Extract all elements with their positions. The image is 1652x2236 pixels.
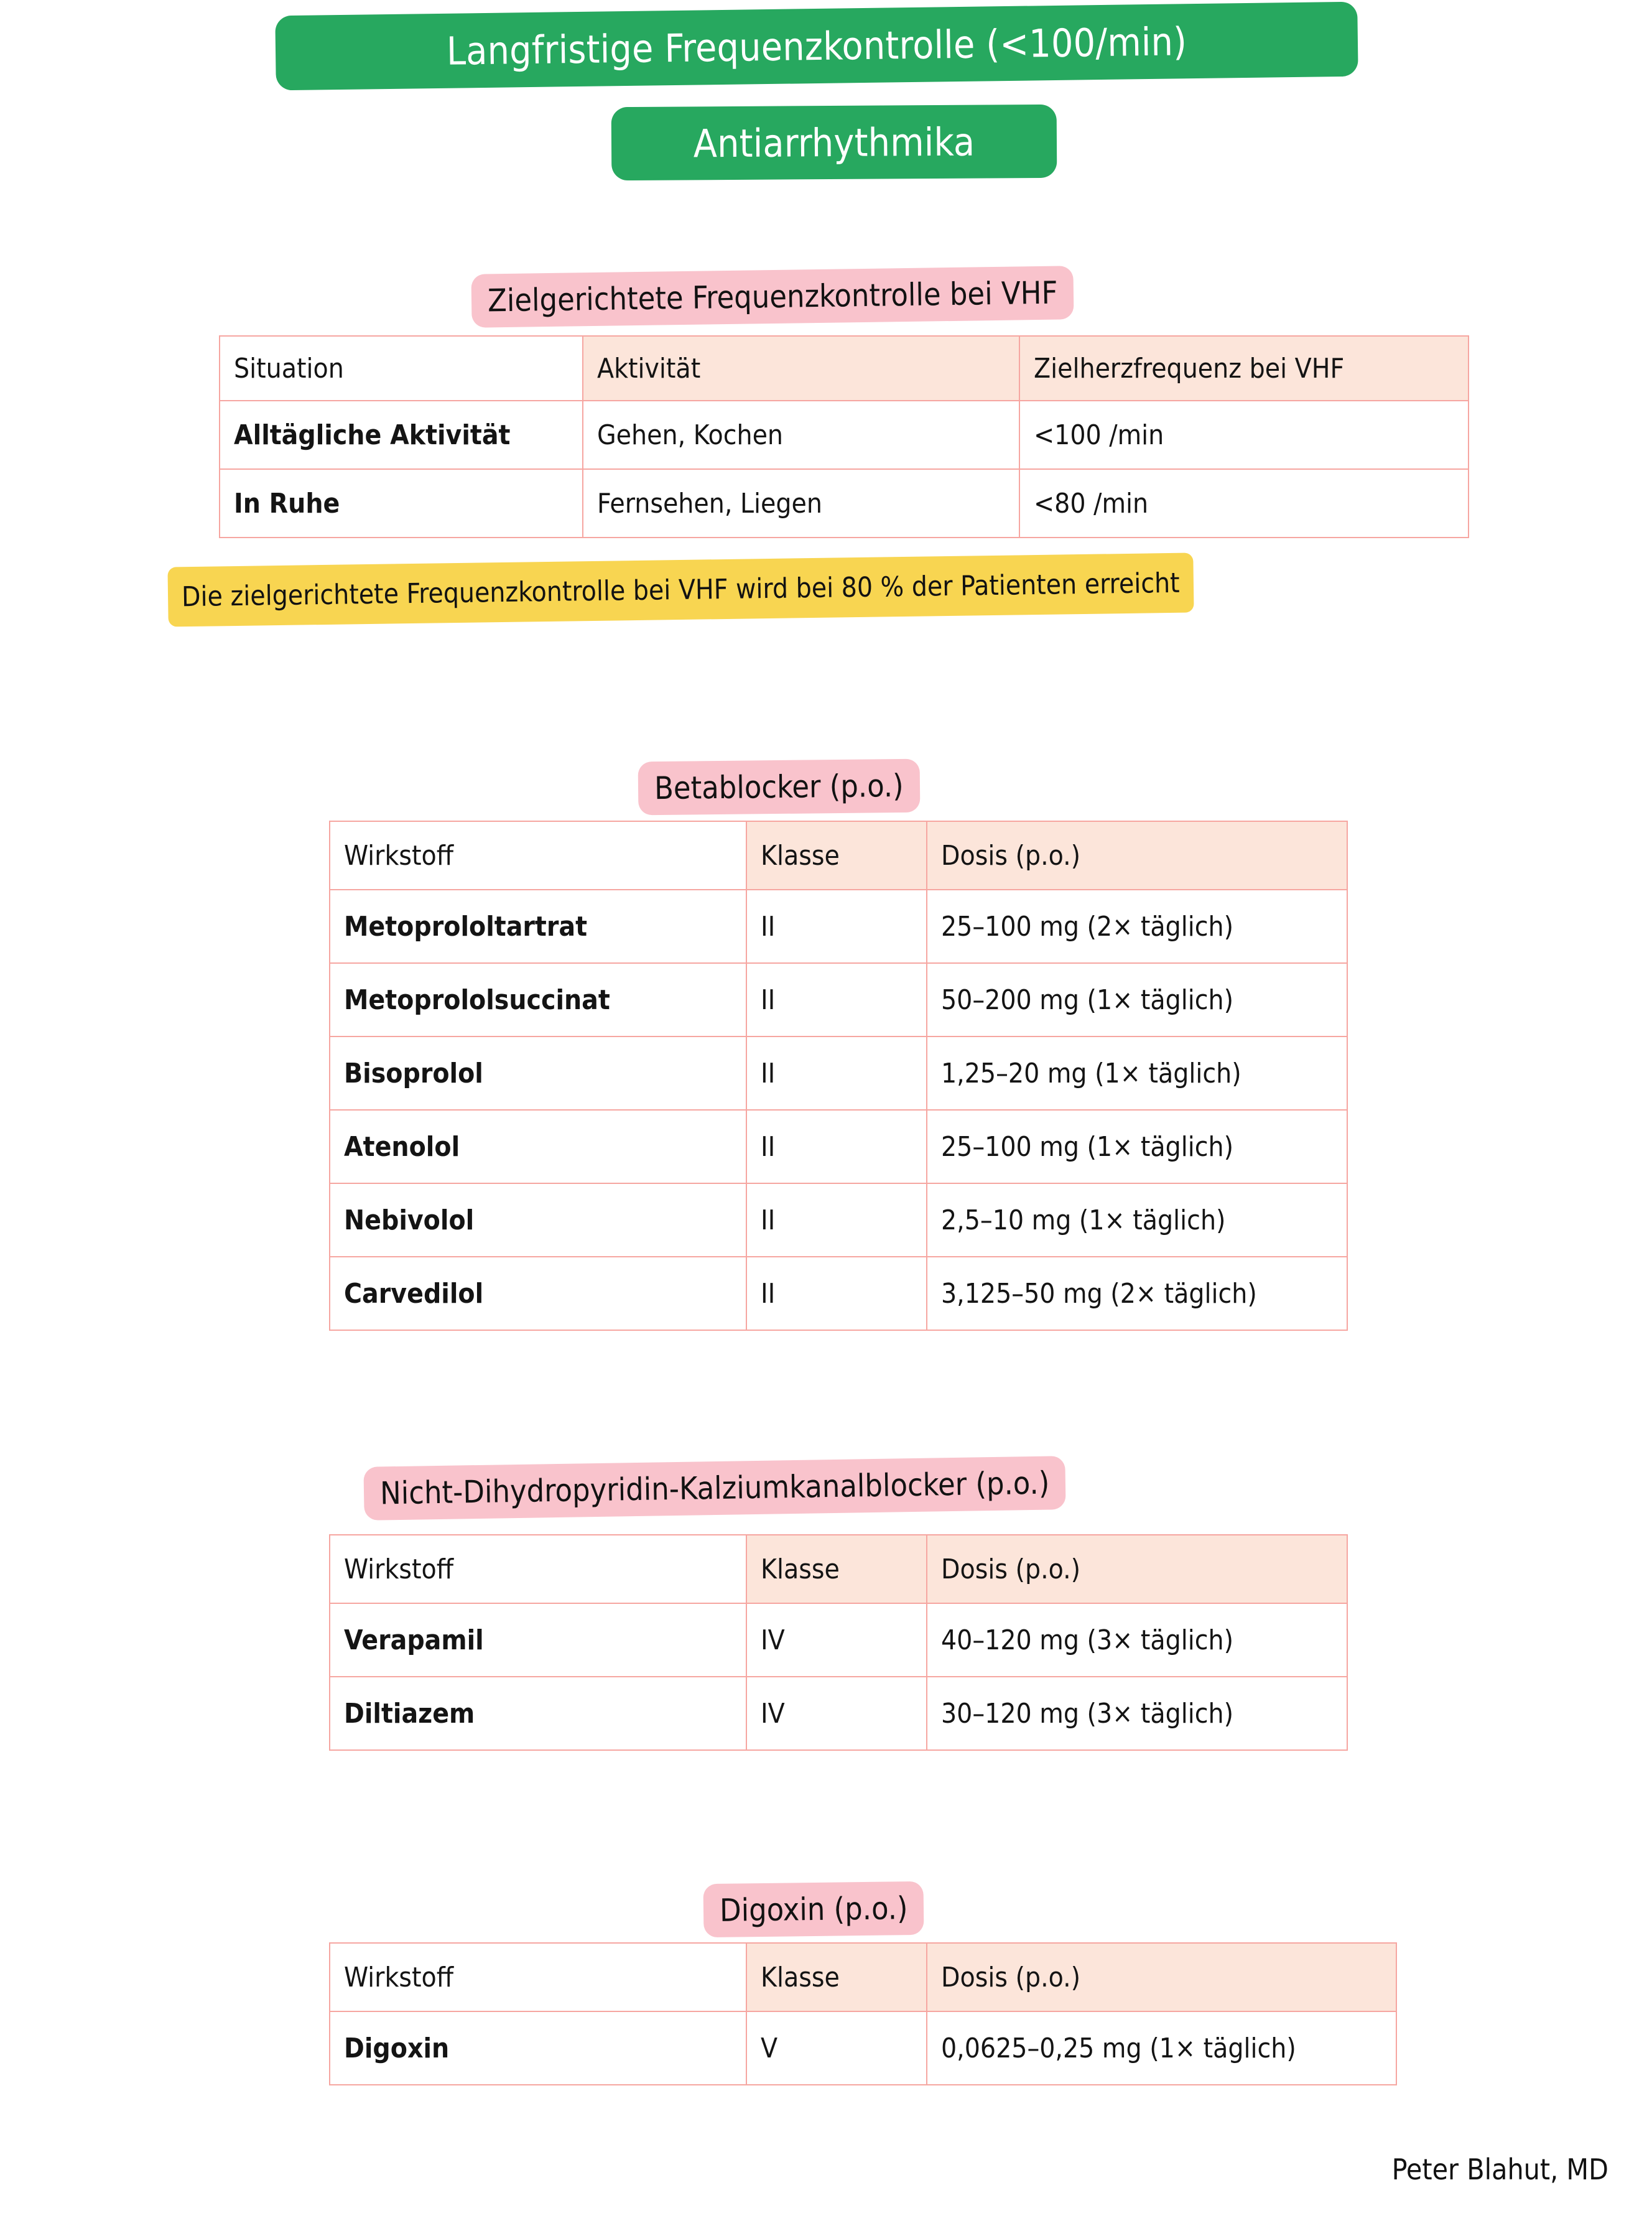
page-title-line-1: Langfristige Frequenzkontrolle (<100/min) — [275, 2, 1358, 91]
cell-substance: Metoprololtartrat — [330, 890, 746, 963]
cell-dose: 2,5–10 mg (1× täglich) — [927, 1183, 1347, 1257]
column-header-activity: Aktivität — [583, 336, 1019, 401]
column-header-situation: Situation — [220, 336, 583, 401]
table-row — [330, 1603, 1347, 1677]
table-header-row — [330, 821, 1347, 890]
table-calcium-channel-blocker — [329, 1534, 1348, 1751]
page-title-block — [0, 0, 1652, 199]
cell-class: II — [746, 1183, 927, 1257]
section-heading-digoxin: Digoxin (p.o.) — [703, 1881, 924, 1937]
cell-class: II — [746, 1110, 927, 1183]
cell-situation: Alltägliche Aktivität — [220, 401, 583, 469]
column-header-substance: Wirkstoff — [330, 1943, 746, 2011]
cell-substance: Carvedilol — [330, 1257, 746, 1330]
cell-class: IV — [746, 1677, 927, 1750]
cell-dose: 1,25–20 mg (1× täglich) — [927, 1036, 1347, 1110]
cell-substance: Digoxin — [330, 2011, 746, 2085]
column-header-dose: Dosis (p.o.) — [927, 821, 1347, 890]
table-row — [220, 401, 1469, 469]
cell-target-hr: <100 /min — [1019, 401, 1469, 469]
cell-substance: Verapamil — [330, 1603, 746, 1677]
cell-dose: 50–200 mg (1× täglich) — [927, 963, 1347, 1036]
author-attribution: Peter Blahut, MD — [1391, 2153, 1608, 2186]
cell-dose: 30–120 mg (3× täglich) — [927, 1677, 1347, 1750]
table-row — [330, 1036, 1347, 1110]
cell-substance: Atenolol — [330, 1110, 746, 1183]
table-header-row — [330, 1535, 1347, 1603]
column-header-class: Klasse — [746, 821, 927, 890]
section-heading-calcium-channel-blocker: Nicht-Dihydropyridin-Kalziumkanalblocker (p.o.) — [363, 1456, 1066, 1521]
section-heading-target-rate: Zielgerichtete Frequenzkontrolle bei VHF — [471, 266, 1074, 328]
table-digoxin — [329, 1942, 1397, 2085]
cell-substance: Diltiazem — [330, 1677, 746, 1750]
table-betablocker — [329, 821, 1348, 1331]
cell-class: II — [746, 963, 927, 1036]
cell-dose: 3,125–50 mg (2× täglich) — [927, 1257, 1347, 1330]
cell-substance: Metoprololsuccinat — [330, 963, 746, 1036]
cell-activity: Fernsehen, Liegen — [583, 469, 1019, 538]
table-row — [330, 963, 1347, 1036]
table-row — [220, 469, 1469, 538]
section-heading-betablocker: Betablocker (p.o.) — [638, 759, 921, 816]
column-header-substance: Wirkstoff — [330, 821, 746, 890]
column-header-substance: Wirkstoff — [330, 1535, 746, 1603]
table-header-row — [330, 1943, 1396, 2011]
cell-class: II — [746, 890, 927, 963]
table-row — [330, 1183, 1347, 1257]
table-row — [330, 1110, 1347, 1183]
cell-class: II — [746, 1036, 927, 1110]
cell-dose: 0,0625–0,25 mg (1× täglich) — [927, 2011, 1396, 2085]
column-header-class: Klasse — [746, 1535, 927, 1603]
table-row — [330, 1257, 1347, 1330]
cell-dose: 40–120 mg (3× täglich) — [927, 1603, 1347, 1677]
cell-situation: In Ruhe — [220, 469, 583, 538]
cell-activity: Gehen, Kochen — [583, 401, 1019, 469]
table-header-row — [220, 336, 1469, 401]
note-target-rate-achievement: Die zielgerichtete Frequenzkontrolle bei VHF wird bei 80 % der Patienten erreicht — [167, 552, 1194, 627]
page-title-line-2: Antiarrhythmika — [611, 105, 1057, 180]
table-target-rate — [219, 335, 1469, 538]
cell-class: II — [746, 1257, 927, 1330]
cell-class: V — [746, 2011, 927, 2085]
cell-dose: 25–100 mg (2× täglich) — [927, 890, 1347, 963]
cell-target-hr: <80 /min — [1019, 469, 1469, 538]
table-row — [330, 2011, 1396, 2085]
cell-substance: Bisoprolol — [330, 1036, 746, 1110]
cell-substance: Nebivolol — [330, 1183, 746, 1257]
cell-dose: 25–100 mg (1× täglich) — [927, 1110, 1347, 1183]
column-header-class: Klasse — [746, 1943, 927, 2011]
cell-class: IV — [746, 1603, 927, 1677]
table-row — [330, 1677, 1347, 1750]
column-header-dose: Dosis (p.o.) — [927, 1943, 1396, 2011]
column-header-dose: Dosis (p.o.) — [927, 1535, 1347, 1603]
column-header-target-hr: Zielherzfrequenz bei VHF — [1019, 336, 1469, 401]
table-row — [330, 890, 1347, 963]
